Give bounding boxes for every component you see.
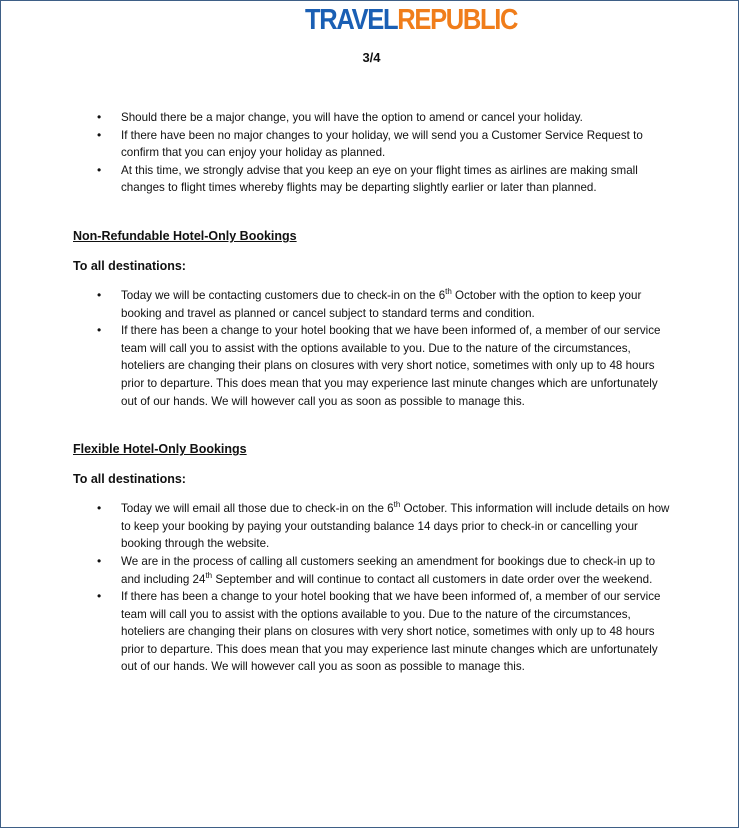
document-body: [73, 109, 673, 676]
list-item-text: October. This information will include details on how to keep your booking by paying your outstanding balance 14 days prior to check-in or cancelling your booking through the website.: [121, 502, 670, 551]
section-heading-flexible: Flexible Hotel-Only Bookings: [73, 442, 247, 457]
list-item-text: October with the option to keep your booking and travel as planned or cancel subject to standard terms and condition.: [121, 288, 642, 320]
list-item-text: We are in the process of calling all customers seeking an amendment for bookings due to check-in up to and including 24: [121, 554, 656, 586]
non-refundable-bullet-list: [73, 287, 673, 410]
list-item: [73, 500, 673, 553]
logo-republic-text: REPUBLIC: [397, 4, 518, 36]
travel-republic-logo: [305, 5, 517, 35]
logo-travel-text: TRAVEL: [305, 4, 398, 36]
section-heading-non-refundable: Non-Refundable Hotel-Only Bookings: [73, 228, 297, 243]
list-item-text: Today we will email all those due to check-in on the 6: [121, 502, 394, 516]
ordinal-suffix: th: [445, 287, 452, 297]
list-item: • Should there be a major change, you will have the option to amend or cancel your holiday.: [73, 109, 673, 127]
page-number: 3/4: [362, 50, 381, 65]
section-subheading: To all destinations:: [73, 472, 186, 487]
ordinal-suffix: th: [205, 570, 213, 580]
list-item: • If there has been a change to your hotel booking that we have been informed of, a member of our service team will call you to assist with the options available to you. Due to the nature of the circumstances, hoteliers are changing their plans on closures with very short notice, sometimes with only up to 48 hours prior to departure. This does mean that you may experience last minute changes which are unfortunately out of our hands. We will however call you as soon as possible to manage this.: [73, 588, 673, 676]
list-item-text: Today we will be contacting customers due to check-in on the 6: [121, 288, 446, 302]
ordinal-suffix: th: [393, 500, 401, 510]
list-item: [73, 287, 673, 322]
flexible-bullet-list: [73, 500, 673, 676]
list-item: [73, 553, 673, 588]
list-item: • If there have been no major changes to your holiday, we will send you a Customer Service Request to confirm that you can enjoy your holiday as planned.: [73, 127, 673, 162]
list-item-text: September and will continue to contact all customers in date order over the weekend.: [212, 572, 653, 586]
list-item: • If there has been a change to your hotel booking that we have been informed of, a member of our service team will call you to assist with the options available to you. Due to the nature of the circumstances, hoteliers are changing their plans on closures with very short notice, sometimes with only up to 48 hours prior to departure. This does mean that you may experience last minute changes which are unfortunately out of our hands. We will however call you as soon as possible to manage this.: [73, 322, 673, 410]
list-item: • At this time, we strongly advise that you keep an eye on your flight times as airlines are making small changes to flight times whereby flights may be departing slightly earlier or later than planned.: [73, 162, 673, 197]
section-subheading: To all destinations:: [73, 258, 186, 273]
intro-bullet-list: [73, 109, 673, 197]
